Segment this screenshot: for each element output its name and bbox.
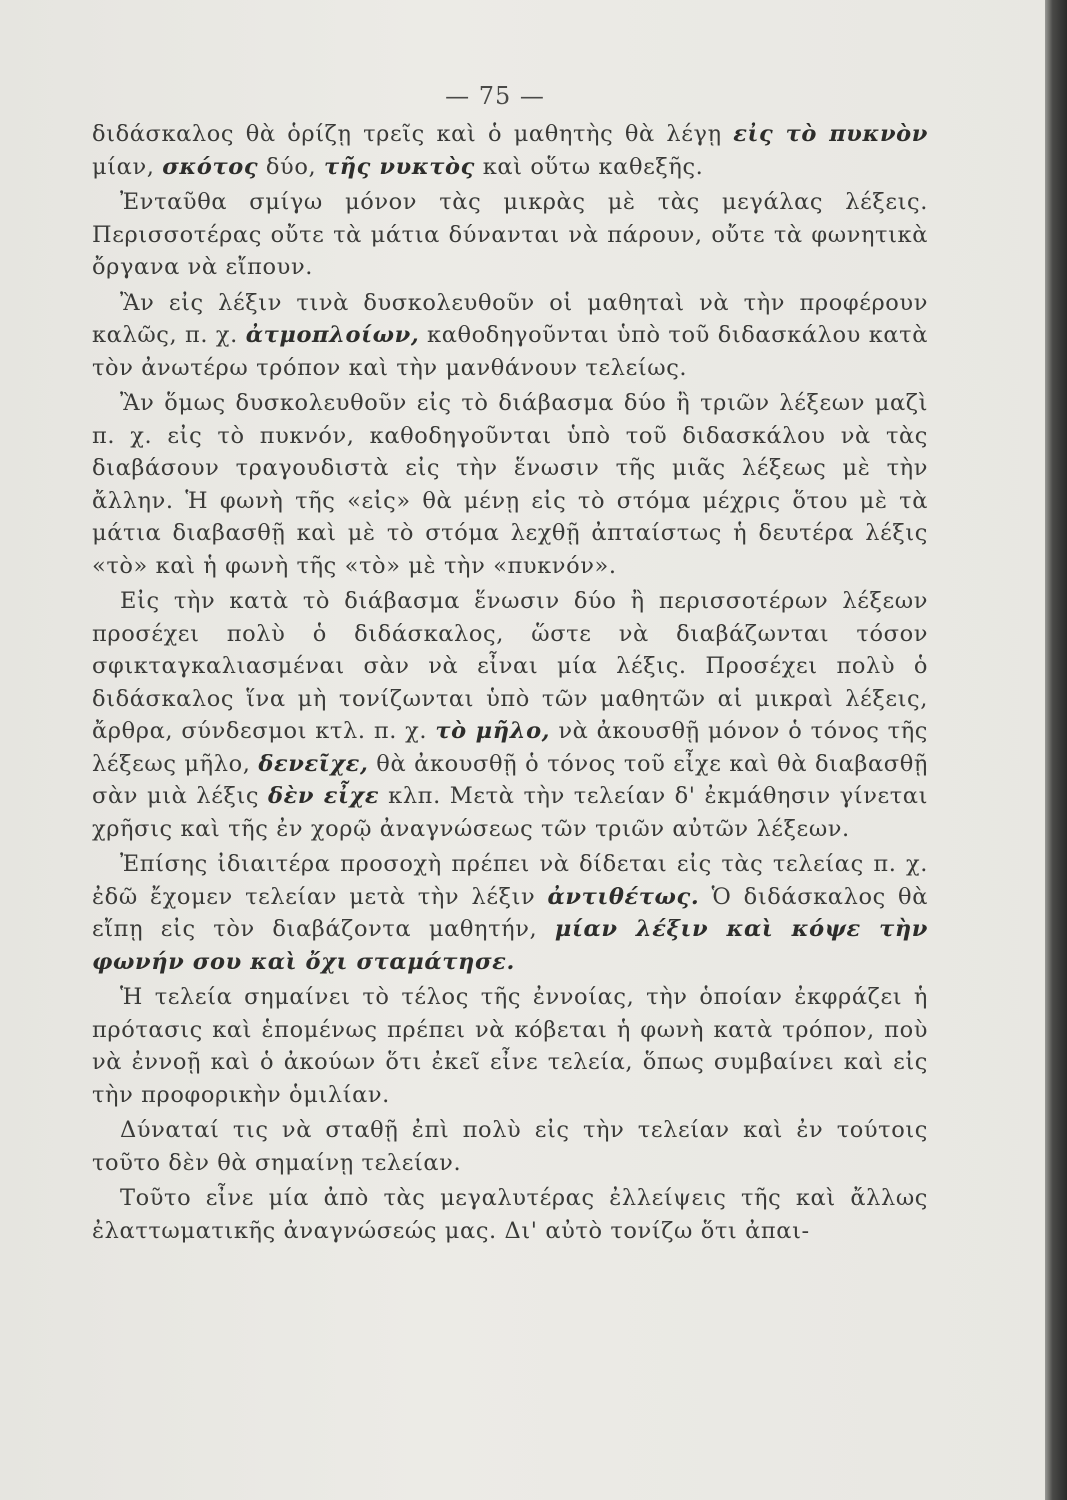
page-binding-edge: [1045, 0, 1067, 1500]
emphasis: δὲν εἶχε: [268, 783, 380, 809]
body-text: [92, 118, 928, 1247]
paragraph-2: Ἐνταῦθα σμίγω μόνον τὰς μικρὰς μὲ τὰς μεγάλας λέξεις. Περισσοτέρας οὔτε τὰ μάτια δύνανται νὰ πάρουν, οὔτε τὰ φωνητικὰ ὄργανα νὰ εἴπουν.: [92, 189, 928, 280]
paragraph-1: διδάσκαλος θὰ ὁρίζῃ τρεῖς καὶ ὁ μαθητὴς θὰ λέγῃ εἰς τὸ πυκνὸν μίαν, σκότος δύο, τῆς νυκτὸς καὶ οὕτω καθεξῆς.: [92, 121, 928, 180]
paragraph-9: Τοῦτο εἶνε μία ἀπὸ τὰς μεγαλυτέρας ἐλλείψεις τῆς καὶ ἄλλως ἐλαττωματικῆς ἀναγνώσεώς μας. Δι' αὐτὸ τονίζω ὅτι ἀπαι-: [92, 1185, 928, 1244]
page-number: — 75 —: [445, 82, 545, 110]
emphasis: δενεῖχε,: [258, 750, 369, 777]
emphasis: μίαν λέξιν καὶ κόψε τὴν φωνήν σου καὶ ὄχι σταμάτησε.: [92, 916, 929, 975]
paragraph-7: Ἡ τελεία σημαίνει τὸ τέλος τῆς ἐννοίας, τὴν ὁποίαν ἐκφράζει ἡ πρότασις καὶ ἑπομένως πρέπει νὰ κόβεται ἡ φωνὴ κατὰ τρόπον, ποὺ νὰ ἐννοῇ καὶ ὁ ἀκούων ὅτι ἐκεῖ εἶνε τελεία, ὅπως συμβαίνει καὶ εἰς τὴν προφορικὴν ὁμιλίαν.: [92, 984, 928, 1108]
emphasis: τῆς νυκτὸς: [323, 153, 475, 180]
emphasis: εἰς τὸ πυκνὸν: [733, 121, 928, 147]
paragraph-4: Ἂν ὅμως δυσκολευθοῦν εἰς τὸ διάβασμα δύο ἢ τριῶν λέξεων μαζὶ π. χ. εἰς τὸ πυκνόν, καθοδηγοῦνται ὑπὸ τοῦ διδασκάλου νὰ τὰς διαβάσουν τραγουδιστὰ εἰς τὴν ἕνωσιν τῆς μιᾶς λέξεως μὲ τὴν ἄλλην. Ἡ φωνὴ τῆς «εἰς» θὰ μένῃ εἰς τὸ στόμα μέχρις ὅτου μὲ τὰ μάτια διαβασθῇ καὶ μὲ τὸ στόμα λεχθῇ ἀπταίστως ἡ δευτέρα λέξις «τὸ» καὶ ἡ φωνὴ τῆς «τὸ» μὲ τὴν «πυκνόν».: [92, 390, 928, 579]
emphasis: τὸ μῆλο,: [435, 718, 551, 744]
paragraph-6: Ἐπίσης ἰδιαιτέρα προσοχὴ πρέπει νὰ δίδεται εἰς τὰς τελείας π. χ. ἐδῶ ἔχομεν τελείαν μετὰ τὴν λέξιν ἀντιθέτως. Ὁ διδάσκαλος θὰ εἴπῃ εἰς τὸν διαβάζοντα μαθητήν, μίαν λέξιν καὶ κόψε τὴν φωνήν σου καὶ ὄχι σταμάτησε.: [92, 851, 929, 975]
paragraph-3: Ἂν εἰς λέξιν τινὰ δυσκολευθοῦν οἱ μαθηταὶ νὰ τὴν προφέρουν καλῶς, π. χ. ἀτμοπλοίων, καθοδηγοῦνται ὑπὸ τοῦ διδασκάλου κατὰ τὸν ἀνωτέρω τρόπον καὶ τὴν μανθάνουν τελείως.: [92, 289, 928, 381]
emphasis: ἀντιθέτως.: [547, 883, 700, 910]
paragraph-8: Δύναταί τις νὰ σταθῇ ἐπὶ πολὺ εἰς τὴν τελείαν καὶ ἐν τούτοις τοῦτο δὲν θὰ σημαίνῃ τελείαν.: [92, 1117, 928, 1176]
emphasis: σκότος: [162, 153, 259, 180]
emphasis: ἀτμοπλοίων,: [245, 322, 420, 348]
paragraph-5: Εἰς τὴν κατὰ τὸ διάβασμα ἕνωσιν δύο ἢ περισσοτέρων λέξεων προσέχει πολὺ ὁ διδάσκαλος, ὥστε νὰ διαβάζωνται τόσον σφικταγκαλιασμέναι σὰν νὰ εἶναι μία λέξις. Προσέχει πολὺ ὁ διδάσκαλος ἵνα μὴ τονίζωνται ὑπὸ τῶν μαθητῶν αἱ μικραὶ λέξεις, ἄρθρα, σύνδεσμοι κτλ. π. χ. τὸ μῆλο, νὰ ἀκουσθῇ μόνον ὁ τόνος τῆς λέξεως μῆλο, δενεῖχε, θὰ ἀκουσθῇ ὁ τόνος τοῦ εἶχε καὶ θὰ διαβασθῇ σὰν μιὰ λέξις δὲν εἶχε κλπ. Μετὰ τὴν τελείαν δ' ἐκμάθησιν γίνεται χρῆσις καὶ τῆς ἐν χορῷ ἀναγνώσεως τῶν τριῶν αὐτῶν λέξεων.: [92, 588, 928, 842]
